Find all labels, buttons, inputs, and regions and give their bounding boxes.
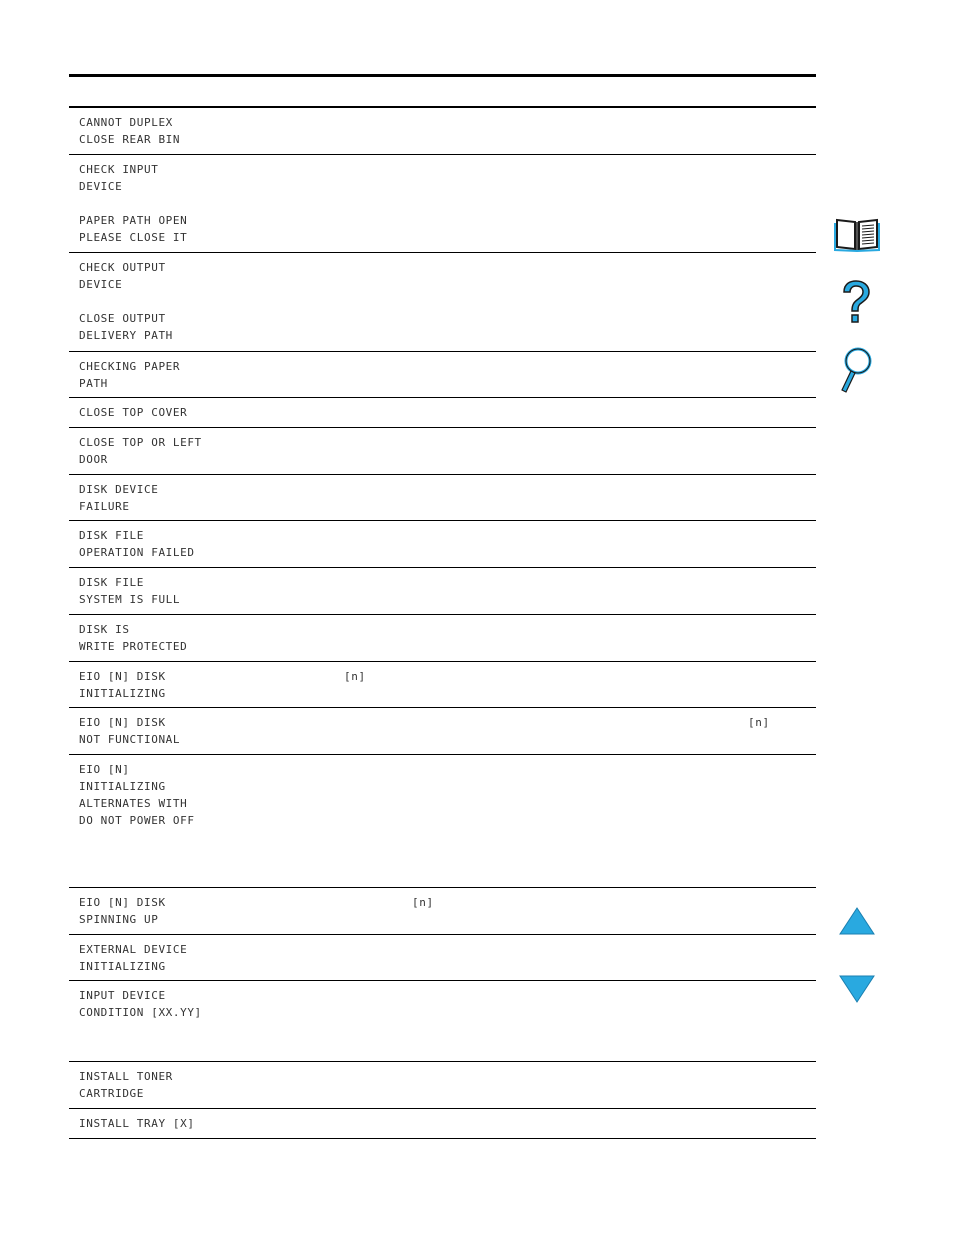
table-row [69,428,816,475]
message-cell [79,481,158,515]
message-line: EIO [N] DISK [79,896,166,909]
variable-n-marker: [n] [748,716,770,729]
table-row [69,1109,816,1139]
message-line: CHECKING PAPER [79,360,181,373]
message-line: EIO [N] DISK [79,716,166,729]
message-line: EIO [N] DISK [79,670,166,683]
message-line: CANNOT DUPLEX [79,116,173,129]
message-line: CONDITION [XX.YY] [79,1006,202,1019]
question-mark-icon[interactable] [836,279,876,325]
message-line: CLOSE TOP COVER [79,406,188,419]
table-row [69,615,816,662]
message-line: CLOSE TOP OR LEFT [79,436,202,449]
message-line: EIO [N] [79,763,130,776]
message-cell [79,1115,195,1132]
message-gap [79,293,173,310]
message-line: DISK FILE [79,529,145,542]
message-line: ALTERNATES WITH [79,797,188,810]
table-row [69,475,816,521]
message-line: PAPER PATH OPEN [79,214,188,227]
table-row [69,662,816,708]
message-line: DO NOT POWER OFF [79,814,195,827]
message-line: SYSTEM IS FULL [79,593,181,606]
message-line: DEVICE [79,278,123,291]
table-row [69,935,816,981]
table-row [69,1062,816,1109]
message-cell [79,1068,173,1102]
message-line: INSTALL TRAY [X] [79,1117,195,1130]
variable-n-marker: [n] [412,896,434,909]
table-row [69,253,816,352]
message-cell [79,987,202,1021]
message-line: PATH [79,377,108,390]
message-line: DISK IS [79,623,130,636]
message-line: CHECK OUTPUT [79,261,166,274]
table-row [69,155,816,253]
message-line: INPUT DEVICE [79,989,166,1002]
message-cell [79,114,180,148]
top-rule [69,74,816,77]
message-gap [79,195,187,212]
message-cell [79,761,195,829]
message-cell [79,434,202,468]
message-cell [79,404,187,421]
message-line: OPERATION FAILED [79,546,195,559]
table-row [69,888,816,935]
table-row [69,352,816,398]
message-cell [79,894,166,928]
message-cell [79,161,187,246]
message-line: DISK DEVICE [79,483,159,496]
message-line: INITIALIZING [79,687,166,700]
message-line: CLOSE REAR BIN [79,133,181,146]
table-row [69,755,816,888]
message-line: PLEASE CLOSE IT [79,231,188,244]
message-line: DISK FILE [79,576,145,589]
message-cell [79,527,195,561]
message-line: INSTALL TONER [79,1070,173,1083]
message-line: DELIVERY PATH [79,329,173,342]
message-cell [79,621,187,655]
message-cell [79,668,166,702]
triangle-up-icon[interactable] [838,906,876,936]
triangle-down-icon[interactable] [838,974,876,1004]
message-cell [79,714,180,748]
variable-n-marker: [n] [344,670,366,683]
message-line: INITIALIZING [79,780,166,793]
message-line: INITIALIZING [79,960,166,973]
message-cell [79,941,187,975]
message-line: CARTRIDGE [79,1087,145,1100]
message-line: EXTERNAL DEVICE [79,943,188,956]
book-icon[interactable] [834,214,880,252]
table-row [69,521,816,568]
message-line: SPINNING UP [79,913,159,926]
table-row [69,108,816,155]
message-line: DEVICE [79,180,123,193]
message-cell [79,574,180,608]
message-line: NOT FUNCTIONAL [79,733,181,746]
message-line: CHECK INPUT [79,163,159,176]
message-cell [79,358,180,392]
table-row [69,568,816,615]
message-cell [79,259,173,344]
table-row [69,981,816,1062]
message-line: DOOR [79,453,108,466]
message-line: WRITE PROTECTED [79,640,188,653]
message-line: CLOSE OUTPUT [79,312,166,325]
table-row [69,398,816,428]
message-table [69,108,816,1139]
message-line: FAILURE [79,500,130,513]
magnifier-icon[interactable] [838,346,874,394]
table-row [69,708,816,755]
